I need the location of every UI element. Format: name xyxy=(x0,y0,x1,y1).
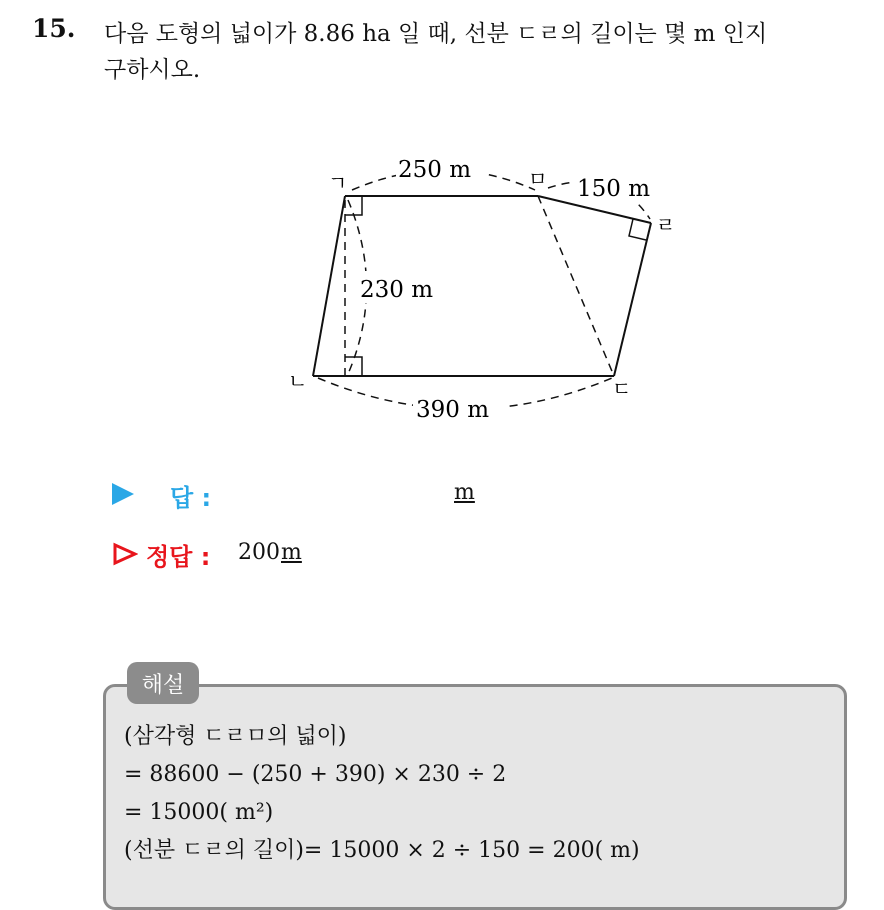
right-length-label: 150 m xyxy=(577,176,651,202)
answer-unit: m xyxy=(454,480,475,505)
explanation-line: (선분 ㄷㄹ의 길이)= 15000 × 2 ÷ 150 = 200( m) xyxy=(124,838,640,863)
answer-label: 답 : xyxy=(170,484,212,512)
diagonal-e-c xyxy=(538,196,614,376)
right-angle-top xyxy=(345,196,362,215)
question-number: 15. xyxy=(32,14,76,43)
explanation-tab: 해설 xyxy=(127,662,199,704)
explanation-text xyxy=(124,718,640,870)
outline-triangle-icon xyxy=(112,542,138,566)
correct-answer-label: 정답 : xyxy=(146,543,211,571)
answer-row xyxy=(112,478,532,510)
explanation-line: (삼각형 ㄷㄹㅁ의 넓이) xyxy=(124,724,347,749)
vertex-label-c: ㄷ xyxy=(612,377,632,401)
question-line-2: 구하시오. xyxy=(104,57,201,83)
correct-answer-value xyxy=(238,540,302,565)
vertex-label-e: ㅁ xyxy=(528,167,548,191)
edge-d-c xyxy=(614,223,651,376)
vertex-label-b: ㄴ xyxy=(288,369,308,393)
correct-answer-row xyxy=(112,536,532,570)
vertex-label-a: ㄱ xyxy=(328,171,348,195)
height-length-label: 230 m xyxy=(360,277,434,303)
question-line-1: 다음 도형의 넓이가 8.86 ha 일 때, 선분 ㄷㄹ의 길이는 몇 m 인지 xyxy=(104,21,768,47)
correct-answer-unit: m xyxy=(281,540,302,565)
top-length-label: 250 m xyxy=(398,157,472,183)
explanation-line: = 88600 − (250 + 390) × 230 ÷ 2 xyxy=(124,762,507,787)
vertex-label-d: ㄹ xyxy=(656,213,676,237)
edge-b-a xyxy=(313,196,345,376)
play-triangle-icon xyxy=(112,483,134,505)
explanation-line: = 15000( m²) xyxy=(124,800,274,825)
right-angle-bottom xyxy=(345,357,362,376)
bottom-length-label: 390 m xyxy=(416,397,490,423)
correct-answer-number: 200 xyxy=(238,540,280,565)
